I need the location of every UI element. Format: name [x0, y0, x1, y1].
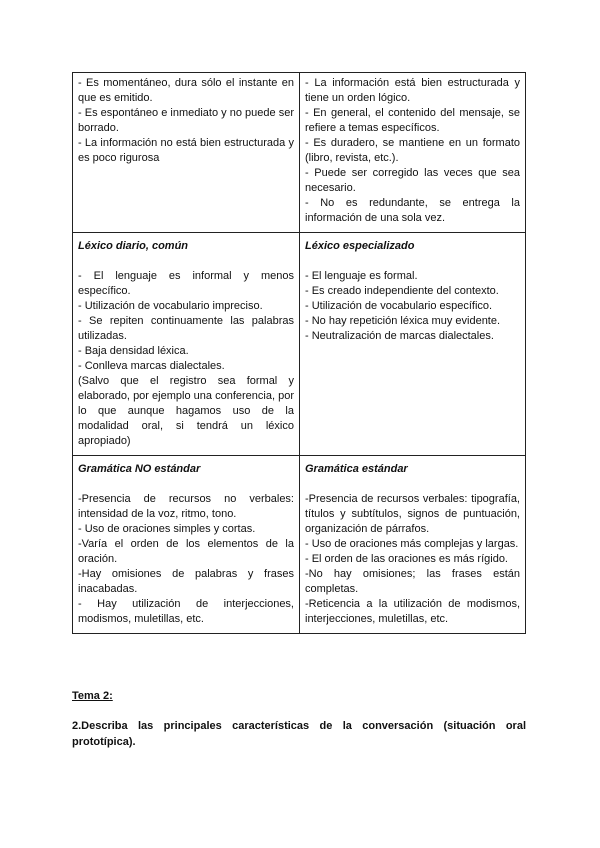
section-heading: Gramática NO estándar	[78, 463, 201, 475]
section-heading: Léxico diario, común	[78, 240, 189, 252]
list-item: -Varía el orden de los elementos de la oración.	[78, 538, 294, 565]
list-item: - Utilización de vocabulario específico.	[305, 300, 493, 312]
list-item: - El lenguaje es formal.	[305, 270, 418, 282]
table-row	[73, 233, 526, 456]
list-item: - Utilización de vocabulario impreciso.	[78, 300, 263, 312]
list-item: - Puede ser corregido las veces que sea necesario.	[305, 167, 520, 194]
list-item: - Uso de oraciones más complejas y largas.	[305, 538, 519, 550]
list-item: - Uso de oraciones simples y cortas.	[78, 523, 256, 535]
list-item: - Es momentáneo, dura sólo el instante en que es emitido.	[78, 77, 294, 104]
list-item: - Se repiten continuamente las palabras utilizadas.	[78, 315, 294, 342]
oral-characteristics-cell	[73, 73, 300, 233]
lexico-comun-cell	[73, 233, 300, 456]
list-item: - Es duradero, se mantiene en un formato (libro, revista, etc.).	[305, 137, 520, 164]
list-item: - En general, el contenido del mensaje, se refiere a temas específicos.	[305, 107, 520, 134]
list-item: -Presencia de recursos no verbales: intensidad de la voz, ritmo, tono.	[78, 493, 294, 520]
section-heading: Léxico especializado	[305, 240, 415, 252]
list-item: - Baja densidad léxica.	[78, 345, 189, 357]
section-heading: Gramática estándar	[305, 463, 408, 475]
list-item: - La información no está bien estructurada y es poco rigurosa	[78, 137, 294, 164]
list-item: -No hay omisiones; las frases están completas.	[305, 568, 520, 595]
table-row	[73, 73, 526, 233]
list-item: - Hay utilización de interjecciones, modismos, muletillas, etc.	[78, 598, 294, 625]
list-item: - No hay repetición léxica muy evidente.	[305, 315, 501, 327]
list-item: - Es espontáneo e inmediato y no puede ser borrado.	[78, 107, 294, 134]
list-item: - La información está bien estructurada y tiene un orden lógico.	[305, 77, 520, 104]
list-item: -Presencia de recursos verbales: tipografía, títulos y subtítulos, signos de puntuación, organización de párrafos.	[305, 493, 520, 535]
written-characteristics-cell	[300, 73, 526, 233]
list-item: -Hay omisiones de palabras y frases inacabadas.	[78, 568, 294, 595]
list-item: -Reticencia a la utilización de modismos, interjecciones, muletillas, etc.	[305, 598, 520, 625]
question-text: 2.Describa las principales características de la conversación (situación oral prototípica).	[72, 720, 526, 748]
list-item: - El orden de las oraciones es más rígido.	[305, 553, 508, 565]
lexico-especializado-cell	[300, 233, 526, 456]
comparison-table	[72, 72, 526, 634]
list-item: - Neutralización de marcas dialectales.	[305, 330, 494, 342]
section-title: Tema 2:	[72, 690, 113, 702]
list-item: - Es creado independiente del contexto.	[305, 285, 499, 297]
list-item: - El lenguaje es informal y menos específico.	[78, 270, 294, 297]
list-item: (Salvo que el registro sea formal y elaborado, por ejemplo una conferencia, por lo que aunque hagamos uso de la modalidad oral, si tendrá un léxico apropiado)	[78, 375, 294, 447]
gramatica-estandar-cell	[300, 456, 526, 634]
list-item: - Conlleva marcas dialectales.	[78, 360, 225, 372]
list-item: - No es redundante, se entrega la información de una sola vez.	[305, 197, 520, 224]
gramatica-no-estandar-cell	[73, 456, 300, 634]
table-row	[73, 456, 526, 634]
